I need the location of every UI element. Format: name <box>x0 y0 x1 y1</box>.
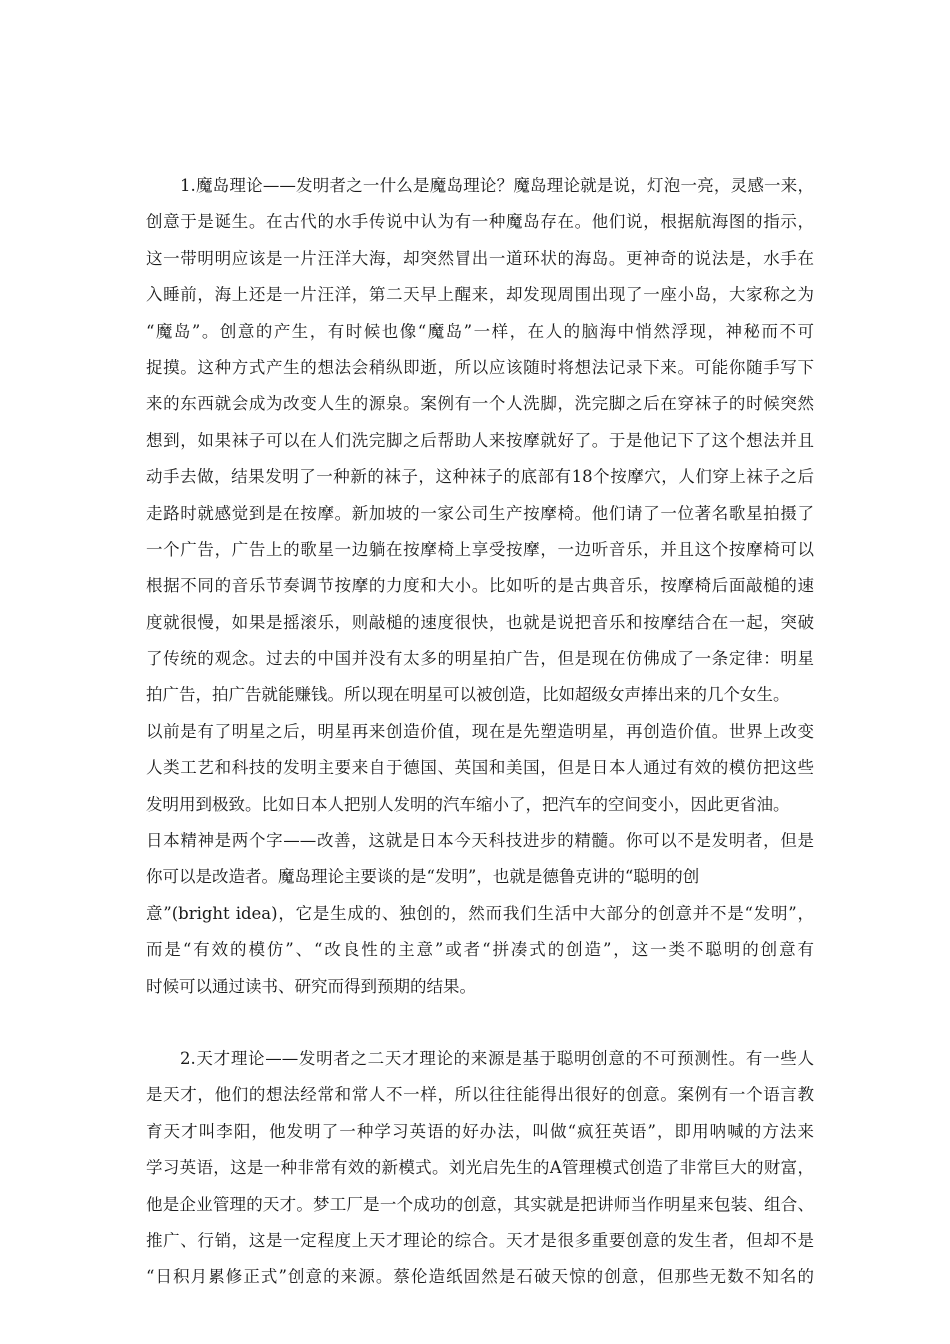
text-line: 来的东西就会成为改变人生的源泉。案例有一个人洗脚，洗完脚之后在穿袜子的时候突然 <box>146 394 814 414</box>
text-line: 发明用到极致。比如日本人把别人发明的汽车缩小了，把汽车的空间变小，因此更省油。 <box>146 794 790 814</box>
text-line: “魔岛”。创意的产生，有时候也像“魔岛”一样，在人的脑海中悄然浮现，神秘而不可 <box>146 321 814 341</box>
text-line: 走路时就感觉到是在按摩。新加坡的一家公司生产按摩椅。他们请了一位著名歌星拍摄了 <box>146 503 814 523</box>
text-line: 想到，如果袜子可以在人们洗完脚之后帮助人来按摩就好了。于是他记下了这个想法并且 <box>146 430 814 450</box>
text-line: 1.魔岛理论——发明者之一什么是魔岛理论？魔岛理论就是说，灯泡一亮，灵感一来， <box>180 176 814 195</box>
text-line: 以前是有了明星之后，明星再来创造价值，现在是先塑造明星，再创造价值。世界上改变 <box>146 721 814 741</box>
text-line: 捉摸。这种方式产生的想法会稍纵即逝，所以应该随时将想法记录下来。可能你随手写下 <box>146 357 814 377</box>
text-line: 人类工艺和科技的发明主要来自于德国、英国和美国，但是日本人通过有效的模仿把这些 <box>146 758 814 778</box>
text-line: 一个广告，广告上的歌星一边躺在按摩椅上享受按摩，一边听音乐，并且这个按摩椅可以 <box>146 539 814 559</box>
text-line: 而是“有效的模仿”、“改良性的主意”或者“拼凑式的创造”，这一类不聪明的创意有 <box>146 940 814 960</box>
text-line: 你可以是改造者。魔岛理论主要谈的是“发明”，也就是德鲁克讲的“聪明的创 <box>146 867 700 887</box>
text-line: 学习英语，这是一种非常有效的新模式。刘光启先生的A管理模式创造了非常巨大的财富， <box>146 1158 814 1178</box>
text-line: 动手去做，结果发明了一种新的袜子，这种袜子的底部有18个按摩穴，人们穿上袜子之后 <box>146 467 814 487</box>
text-line: 拍广告，拍广告就能赚钱。所以现在明星可以被创造，比如超级女声捧出来的几个女生。 <box>146 685 790 705</box>
text-line: 入睡前，海上还是一片汪洋，第二天早上醒来，却发现周围出现了一座小岛，大家称之为 <box>146 285 814 305</box>
text-line: 他是企业管理的天才。梦工厂是一个成功的创意，其实就是把讲师当作明星来包装、组合、 <box>146 1194 814 1214</box>
text-line: 推广、行销，这是一定程度上天才理论的综合。天才是很多重要创意的发生者，但却不是 <box>146 1230 814 1250</box>
paragraph-genius-theory <box>146 1041 814 1296</box>
text-line: “日积月累修正式”创意的来源。蔡伦造纸固然是石破天惊的创意，但那些无数不知名的 <box>146 1267 814 1287</box>
text-line: 这一带明明应该是一片汪洋大海，却突然冒出一道环状的海岛。更神奇的说法是，水手在 <box>146 248 814 268</box>
text-line: 度就很慢，如果是摇滚乐，则敲槌的速度很快，也就是说把音乐和按摩结合在一起，突破 <box>146 612 814 632</box>
text-line: 日本精神是两个字——改善，这就是日本今天科技进步的精髓。你可以不是发明者，但是 <box>146 831 814 851</box>
text-line: 意”(bright idea)，它是生成的、独创的，然而我们生活中大部分的创意并不是“发明”， <box>146 903 814 923</box>
paragraph-magic-island-theory <box>146 168 814 1005</box>
text-line: 了传统的观念。过去的中国并没有太多的明星拍广告，但是现在仿佛成了一条定律：明星 <box>146 649 814 669</box>
text-line: 2.天才理论——发明者之二天才理论的来源是基于聪明创意的不可预测性。有一些人 <box>180 1048 814 1068</box>
text-line: 创意于是诞生。在古代的水手传说中认为有一种魔岛存在。他们说，根据航海图的指示， <box>146 212 814 232</box>
text-line: 时候可以通过读书、研究而得到预期的结果。 <box>146 976 476 996</box>
document-body <box>146 168 814 1296</box>
text-line: 是天才，他们的想法经常和常人不一样，所以往往能得出很好的创意。案例有一个语言教 <box>146 1085 814 1105</box>
text-line: 育天才叫李阳，他发明了一种学习英语的好办法，叫做“疯狂英语”，即用呐喊的方法来 <box>146 1121 814 1141</box>
text-line: 根据不同的音乐节奏调节按摩的力度和大小。比如听的是古典音乐，按摩椅后面敲槌的速 <box>146 576 814 596</box>
